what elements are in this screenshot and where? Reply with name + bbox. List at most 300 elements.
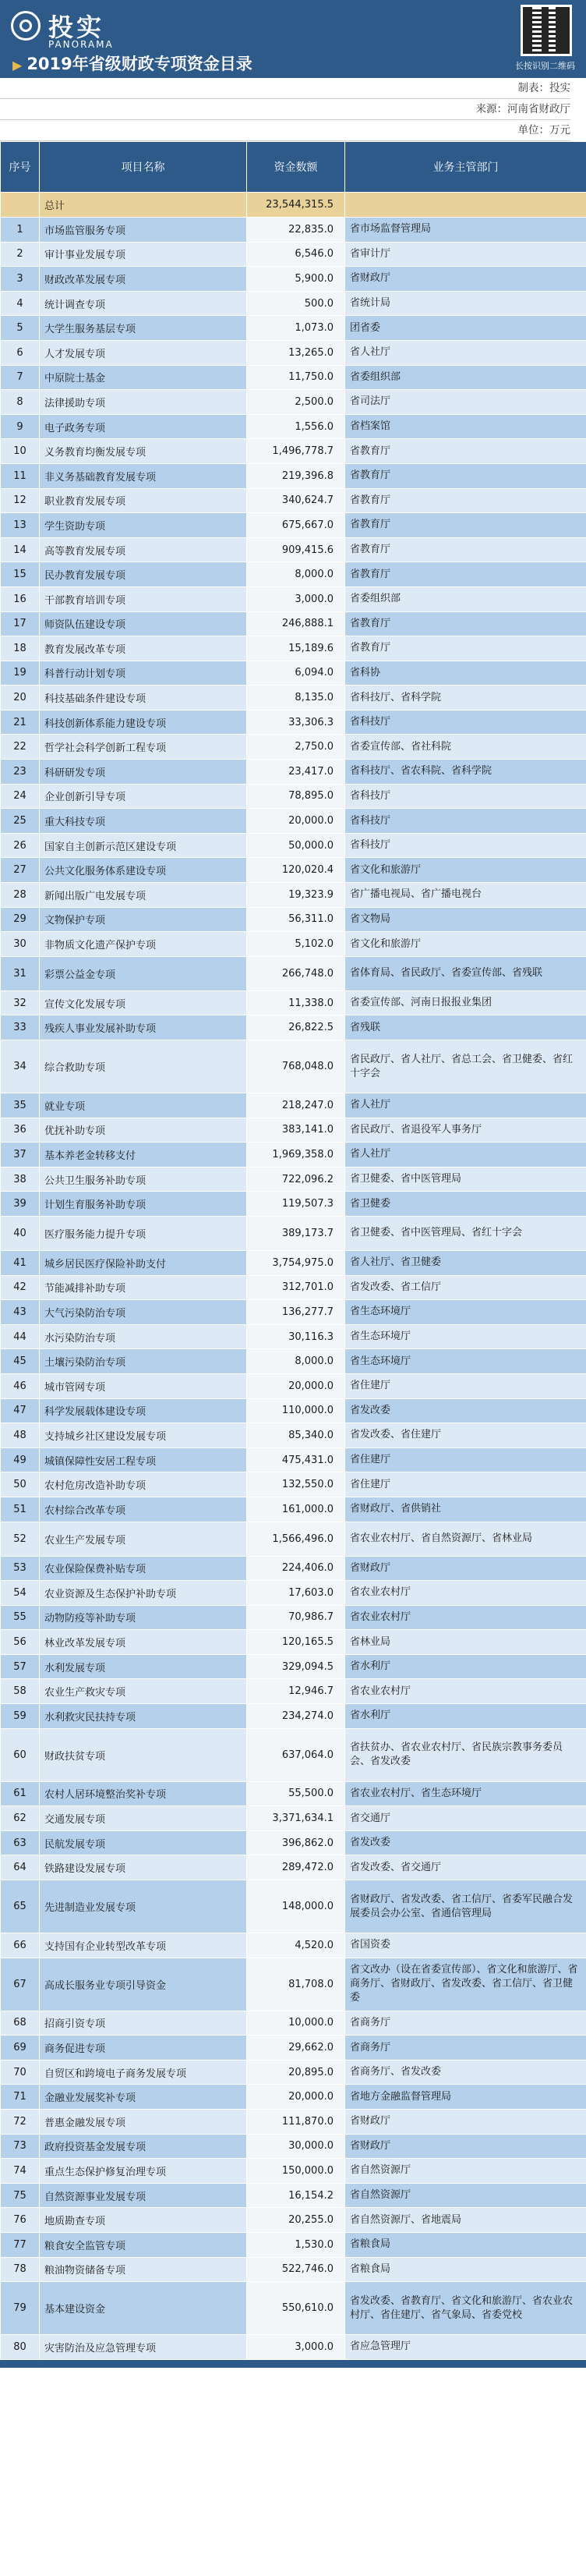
row-dept: 省粮食局 bbox=[345, 2232, 586, 2257]
row-amount: 22,835.0 bbox=[247, 218, 345, 243]
row-no: 32 bbox=[1, 990, 40, 1015]
row-name: 水利救灾民扶持专项 bbox=[40, 1704, 247, 1729]
row-dept: 省住建厅 bbox=[345, 1472, 586, 1497]
row-no: 71 bbox=[1, 2085, 40, 2110]
table-row bbox=[1, 1958, 586, 2011]
table-row bbox=[1, 2085, 586, 2110]
row-dept: 省农业农村厅、省自然资源厅、省林业局 bbox=[345, 1522, 586, 1556]
row-name: 农村人居环境整治奖补专项 bbox=[40, 1781, 247, 1806]
row-dept: 省委宣传部、省社科院 bbox=[345, 735, 586, 760]
row-no: 8 bbox=[1, 390, 40, 415]
table-row bbox=[1, 242, 586, 267]
row-amount: 1,073.0 bbox=[247, 316, 345, 341]
row-dept: 省住建厅 bbox=[345, 1373, 586, 1398]
table-row bbox=[1, 1497, 586, 1522]
table-row bbox=[1, 1324, 586, 1349]
table-row bbox=[1, 932, 586, 957]
qr-code[interactable] bbox=[521, 5, 572, 56]
row-no: 57 bbox=[1, 1654, 40, 1679]
row-amount: 2,500.0 bbox=[247, 390, 345, 415]
row-amount: 218,247.0 bbox=[247, 1093, 345, 1118]
row-name: 粮食安全监管专项 bbox=[40, 2232, 247, 2257]
row-dept: 省教育厅 bbox=[345, 611, 586, 636]
row-amount: 20,000.0 bbox=[247, 1373, 345, 1398]
row-dept: 省财政厅 bbox=[345, 2134, 586, 2159]
table-row bbox=[1, 1192, 586, 1217]
table-row bbox=[1, 1679, 586, 1704]
row-dept: 省粮食局 bbox=[345, 2257, 586, 2282]
row-amount: 1,969,358.0 bbox=[247, 1143, 345, 1168]
table-row bbox=[1, 1275, 586, 1300]
table-row bbox=[1, 1373, 586, 1398]
row-amount: 10,000.0 bbox=[247, 2011, 345, 2036]
table-row bbox=[1, 760, 586, 785]
row-name: 电子政务专项 bbox=[40, 414, 247, 439]
row-name: 非物质文化遗产保护专项 bbox=[40, 932, 247, 957]
row-amount: 383,141.0 bbox=[247, 1118, 345, 1143]
row-no: 13 bbox=[1, 513, 40, 538]
row-no: 14 bbox=[1, 537, 40, 562]
row-dept: 省委宣传部、河南日报报业集团 bbox=[345, 990, 586, 1015]
row-name: 财政改革发展专项 bbox=[40, 267, 247, 292]
table-row bbox=[1, 661, 586, 686]
row-amount: 3,000.0 bbox=[247, 2335, 345, 2360]
row-dept: 省卫健委、省中医管理局、省红十字会 bbox=[345, 1216, 586, 1250]
table-row bbox=[1, 2011, 586, 2036]
row-dept: 省交通厅 bbox=[345, 1806, 586, 1831]
row-dept: 省地方金融监督管理局 bbox=[345, 2085, 586, 2110]
row-no: 74 bbox=[1, 2159, 40, 2184]
row-amount: 30,000.0 bbox=[247, 2134, 345, 2159]
row-name: 支持城乡社区建设发展专项 bbox=[40, 1423, 247, 1448]
row-dept: 省教育厅 bbox=[345, 439, 586, 464]
total-label: 总计 bbox=[40, 193, 247, 218]
table-row bbox=[1, 1728, 586, 1781]
row-amount: 675,667.0 bbox=[247, 513, 345, 538]
row-dept: 省文化和旅游厅 bbox=[345, 858, 586, 883]
row-dept: 省教育厅 bbox=[345, 513, 586, 538]
table-row bbox=[1, 2208, 586, 2233]
row-dept: 省科技厅 bbox=[345, 710, 586, 735]
row-dept: 省教育厅 bbox=[345, 463, 586, 488]
table-row bbox=[1, 833, 586, 858]
row-name: 哲学社会科学创新工程专项 bbox=[40, 735, 247, 760]
row-amount: 500.0 bbox=[247, 291, 345, 316]
row-no: 16 bbox=[1, 586, 40, 611]
row-no: 34 bbox=[1, 1040, 40, 1093]
table-row bbox=[1, 513, 586, 538]
table-row bbox=[1, 1630, 586, 1655]
row-dept: 省科技厅 bbox=[345, 833, 586, 858]
row-name: 支持国有企业转型改革专项 bbox=[40, 1933, 247, 1958]
row-dept: 省科技厅、省科学院 bbox=[345, 686, 586, 710]
row-dept: 省生态环境厅 bbox=[345, 1300, 586, 1325]
row-amount: 722,096.2 bbox=[247, 1167, 345, 1192]
page-title-text: 2019年省级财政专项资金目录 bbox=[26, 55, 252, 73]
row-name: 公共文化服务体系建设专项 bbox=[40, 858, 247, 883]
row-no: 78 bbox=[1, 2257, 40, 2282]
row-no: 21 bbox=[1, 710, 40, 735]
row-no: 11 bbox=[1, 463, 40, 488]
table-row bbox=[1, 907, 586, 932]
table-row bbox=[1, 784, 586, 809]
table-row bbox=[1, 586, 586, 611]
footer-bar bbox=[0, 2360, 586, 2368]
row-dept: 省教育厅 bbox=[345, 537, 586, 562]
row-no: 75 bbox=[1, 2183, 40, 2208]
row-amount: 246,888.1 bbox=[247, 611, 345, 636]
row-dept: 省住建厅 bbox=[345, 1447, 586, 1472]
row-dept: 省科技厅、省农科院、省科学院 bbox=[345, 760, 586, 785]
table-row bbox=[1, 2335, 586, 2360]
row-amount: 224,406.0 bbox=[247, 1556, 345, 1581]
row-dept: 省市场监督管理局 bbox=[345, 218, 586, 243]
table-row bbox=[1, 340, 586, 365]
row-amount: 1,566,496.0 bbox=[247, 1522, 345, 1556]
table-row bbox=[1, 267, 586, 292]
total-amount: 23,544,315.5 bbox=[247, 193, 345, 218]
row-amount: 19,323.9 bbox=[247, 883, 345, 908]
row-dept: 省自然资源厅、省地震局 bbox=[345, 2208, 586, 2233]
row-dept: 省审计厅 bbox=[345, 242, 586, 267]
row-amount: 389,173.7 bbox=[247, 1216, 345, 1250]
table-row bbox=[1, 883, 586, 908]
table-header-row bbox=[1, 142, 586, 193]
row-dept: 省司法厅 bbox=[345, 390, 586, 415]
row-name: 科技创新体系能力建设专项 bbox=[40, 710, 247, 735]
table-row bbox=[1, 488, 586, 513]
row-dept: 省文化和旅游厅 bbox=[345, 932, 586, 957]
row-amount: 396,862.0 bbox=[247, 1830, 345, 1855]
page-title bbox=[12, 51, 252, 75]
row-dept: 省生态环境厅 bbox=[345, 1324, 586, 1349]
table-row bbox=[1, 2232, 586, 2257]
table-row bbox=[1, 858, 586, 883]
row-name: 重点生态保护修复治理专项 bbox=[40, 2159, 247, 2184]
row-name: 铁路建设发展专项 bbox=[40, 1855, 247, 1880]
row-name: 干部教育培训专项 bbox=[40, 586, 247, 611]
row-amount: 768,048.0 bbox=[247, 1040, 345, 1093]
row-name: 水污染防治专项 bbox=[40, 1324, 247, 1349]
table-row bbox=[1, 1015, 586, 1040]
row-dept: 省民政厅、省人社厅、省总工会、省卫健委、省红十字会 bbox=[345, 1040, 586, 1093]
total-row bbox=[1, 193, 586, 218]
row-amount: 8,000.0 bbox=[247, 1349, 345, 1374]
row-amount: 6,094.0 bbox=[247, 661, 345, 686]
row-dept: 省扶贫办、省农业农村厅、省民族宗教事务委员会、省发改委 bbox=[345, 1728, 586, 1781]
row-dept: 省水利厅 bbox=[345, 1654, 586, 1679]
row-name: 基本建设资金 bbox=[40, 2282, 247, 2335]
row-name: 国家自主创新示范区建设专项 bbox=[40, 833, 247, 858]
row-no: 36 bbox=[1, 1118, 40, 1143]
row-dept: 省商务厅、省发改委 bbox=[345, 2060, 586, 2085]
row-name: 市场监管服务专项 bbox=[40, 218, 247, 243]
row-name: 招商引资专项 bbox=[40, 2011, 247, 2036]
row-amount: 1,556.0 bbox=[247, 414, 345, 439]
column-header-no: 序号 bbox=[1, 142, 40, 193]
table-row bbox=[1, 562, 586, 587]
table-row bbox=[1, 1118, 586, 1143]
row-amount: 120,165.5 bbox=[247, 1630, 345, 1655]
row-dept: 省教育厅 bbox=[345, 562, 586, 587]
table-row bbox=[1, 2134, 586, 2159]
table-row bbox=[1, 537, 586, 562]
table-row bbox=[1, 1216, 586, 1250]
row-dept: 省应急管理厅 bbox=[345, 2335, 586, 2360]
row-amount: 20,000.0 bbox=[247, 2085, 345, 2110]
table-row bbox=[1, 1522, 586, 1556]
logo-subtext: PANORAMA bbox=[48, 39, 114, 50]
row-no: 41 bbox=[1, 1250, 40, 1275]
row-no: 49 bbox=[1, 1447, 40, 1472]
row-name: 公共卫生服务补助专项 bbox=[40, 1167, 247, 1192]
row-dept: 省发改委、省工信厅 bbox=[345, 1275, 586, 1300]
row-dept: 省发改委 bbox=[345, 1398, 586, 1423]
row-dept: 省国资委 bbox=[345, 1933, 586, 1958]
table-row bbox=[1, 1880, 586, 1933]
table-row bbox=[1, 463, 586, 488]
row-dept: 省委组织部 bbox=[345, 586, 586, 611]
row-no: 38 bbox=[1, 1167, 40, 1192]
row-amount: 81,708.0 bbox=[247, 1958, 345, 2011]
table-row bbox=[1, 1556, 586, 1581]
row-name: 城乡居民医疗保险补助支付 bbox=[40, 1250, 247, 1275]
table-row bbox=[1, 956, 586, 990]
row-no: 54 bbox=[1, 1581, 40, 1606]
row-name: 学生资助专项 bbox=[40, 513, 247, 538]
row-name: 新闻出版广电发展专项 bbox=[40, 883, 247, 908]
row-amount: 55,500.0 bbox=[247, 1781, 345, 1806]
table-row bbox=[1, 1933, 586, 1958]
row-amount: 329,094.5 bbox=[247, 1654, 345, 1679]
row-amount: 50,000.0 bbox=[247, 833, 345, 858]
table-row bbox=[1, 1830, 586, 1855]
row-dept: 省委组织部 bbox=[345, 365, 586, 390]
row-dept: 省卫健委 bbox=[345, 1192, 586, 1217]
row-dept: 省人社厅 bbox=[345, 1093, 586, 1118]
row-amount: 119,507.3 bbox=[247, 1192, 345, 1217]
row-amount: 33,306.3 bbox=[247, 710, 345, 735]
row-name: 水利发展专项 bbox=[40, 1654, 247, 1679]
row-amount: 4,520.0 bbox=[247, 1933, 345, 1958]
logo-text: 投实 bbox=[48, 12, 105, 42]
row-no: 55 bbox=[1, 1605, 40, 1630]
row-amount: 148,000.0 bbox=[247, 1880, 345, 1933]
row-name: 交通发展专项 bbox=[40, 1806, 247, 1831]
row-amount: 15,189.6 bbox=[247, 636, 345, 661]
row-amount: 161,000.0 bbox=[247, 1497, 345, 1522]
table-row bbox=[1, 1300, 586, 1325]
row-dept: 省农业农村厅 bbox=[345, 1581, 586, 1606]
row-no: 68 bbox=[1, 2011, 40, 2036]
row-amount: 56,311.0 bbox=[247, 907, 345, 932]
row-no: 62 bbox=[1, 1806, 40, 1831]
row-name: 科学发展载体建设专项 bbox=[40, 1398, 247, 1423]
row-no: 48 bbox=[1, 1423, 40, 1448]
column-header-name: 项目名称 bbox=[40, 142, 247, 193]
row-name: 金融业发展奖补专项 bbox=[40, 2085, 247, 2110]
row-dept: 省广播电视局、省广播电视台 bbox=[345, 883, 586, 908]
row-no: 61 bbox=[1, 1781, 40, 1806]
row-name: 非义务基础教育发展专项 bbox=[40, 463, 247, 488]
row-no: 19 bbox=[1, 661, 40, 686]
row-amount: 8,000.0 bbox=[247, 562, 345, 587]
table-row bbox=[1, 2060, 586, 2085]
row-amount: 550,610.0 bbox=[247, 2282, 345, 2335]
row-no: 33 bbox=[1, 1015, 40, 1040]
row-name: 义务教育均衡发展专项 bbox=[40, 439, 247, 464]
row-name: 自然资源事业发展专项 bbox=[40, 2183, 247, 2208]
row-name: 农业资源及生态保护补助专项 bbox=[40, 1581, 247, 1606]
table-row bbox=[1, 1143, 586, 1168]
row-no: 30 bbox=[1, 932, 40, 957]
qr-code-icon bbox=[523, 7, 570, 54]
row-amount: 340,624.7 bbox=[247, 488, 345, 513]
table-row bbox=[1, 1349, 586, 1374]
row-name: 企业创新引导专项 bbox=[40, 784, 247, 809]
row-no: 3 bbox=[1, 267, 40, 292]
table-row bbox=[1, 1472, 586, 1497]
row-dept: 省自然资源厅 bbox=[345, 2159, 586, 2184]
row-dept: 省农业农村厅、省生态环境厅 bbox=[345, 1781, 586, 1806]
row-amount: 30,116.3 bbox=[247, 1324, 345, 1349]
row-name: 教育发展改革专项 bbox=[40, 636, 247, 661]
row-amount: 12,946.7 bbox=[247, 1679, 345, 1704]
row-no: 63 bbox=[1, 1830, 40, 1855]
row-name: 法律援助专项 bbox=[40, 390, 247, 415]
row-amount: 111,870.0 bbox=[247, 2110, 345, 2135]
row-name: 农业生产救灾专项 bbox=[40, 1679, 247, 1704]
row-no: 31 bbox=[1, 956, 40, 990]
row-no: 58 bbox=[1, 1679, 40, 1704]
row-amount: 6,546.0 bbox=[247, 242, 345, 267]
fund-table bbox=[0, 141, 586, 2360]
brand-logo bbox=[11, 8, 143, 55]
row-name: 统计调查专项 bbox=[40, 291, 247, 316]
row-amount: 110,000.0 bbox=[247, 1398, 345, 1423]
row-name: 文物保护专项 bbox=[40, 907, 247, 932]
row-name: 大学生服务基层专项 bbox=[40, 316, 247, 341]
table-row bbox=[1, 316, 586, 341]
row-name: 粮油物资储备专项 bbox=[40, 2257, 247, 2282]
table-row bbox=[1, 1581, 586, 1606]
row-amount: 3,000.0 bbox=[247, 586, 345, 611]
table-row bbox=[1, 809, 586, 834]
row-dept: 省发改委、省交通厅 bbox=[345, 1855, 586, 1880]
row-no: 56 bbox=[1, 1630, 40, 1655]
total-no bbox=[1, 193, 40, 218]
row-no: 17 bbox=[1, 611, 40, 636]
page-header bbox=[0, 0, 586, 78]
row-no: 20 bbox=[1, 686, 40, 710]
table-row bbox=[1, 1040, 586, 1093]
total-dept bbox=[345, 193, 586, 218]
row-dept: 省财政厅 bbox=[345, 1556, 586, 1581]
logo-icon bbox=[11, 11, 41, 41]
row-no: 69 bbox=[1, 2036, 40, 2060]
table-row bbox=[1, 1250, 586, 1275]
table-meta bbox=[0, 78, 586, 141]
row-amount: 266,748.0 bbox=[247, 956, 345, 990]
row-amount: 29,662.0 bbox=[247, 2036, 345, 2060]
row-no: 72 bbox=[1, 2110, 40, 2135]
row-dept: 省科技厅 bbox=[345, 784, 586, 809]
row-name: 重大科技专项 bbox=[40, 809, 247, 834]
table-row bbox=[1, 390, 586, 415]
row-name: 农业保险保费补贴专项 bbox=[40, 1556, 247, 1581]
table-row bbox=[1, 990, 586, 1015]
row-dept: 省教育厅 bbox=[345, 636, 586, 661]
row-dept: 省人社厅 bbox=[345, 340, 586, 365]
row-no: 39 bbox=[1, 1192, 40, 1217]
producer-line: 制表：投实 bbox=[0, 78, 570, 99]
table-row bbox=[1, 365, 586, 390]
row-dept: 省科技厅 bbox=[345, 809, 586, 834]
table-row bbox=[1, 1654, 586, 1679]
row-name: 林业改革发展专项 bbox=[40, 1630, 247, 1655]
row-no: 4 bbox=[1, 291, 40, 316]
row-name: 综合救助专项 bbox=[40, 1040, 247, 1093]
row-no: 40 bbox=[1, 1216, 40, 1250]
row-amount: 20,000.0 bbox=[247, 809, 345, 834]
row-no: 2 bbox=[1, 242, 40, 267]
row-amount: 70,986.7 bbox=[247, 1605, 345, 1630]
row-no: 52 bbox=[1, 1522, 40, 1556]
row-amount: 234,274.0 bbox=[247, 1704, 345, 1729]
row-name: 自贸区和跨境电子商务发展专项 bbox=[40, 2060, 247, 2085]
row-name: 土壤污染防治专项 bbox=[40, 1349, 247, 1374]
row-name: 民办教育发展专项 bbox=[40, 562, 247, 587]
triangle-icon: ▶ bbox=[12, 58, 23, 73]
row-no: 47 bbox=[1, 1398, 40, 1423]
table-row bbox=[1, 1398, 586, 1423]
row-amount: 78,895.0 bbox=[247, 784, 345, 809]
row-amount: 11,750.0 bbox=[247, 365, 345, 390]
row-name: 残疾人事业发展补助专项 bbox=[40, 1015, 247, 1040]
table-row bbox=[1, 291, 586, 316]
row-dept: 省教育厅 bbox=[345, 488, 586, 513]
row-name: 审计事业发展专项 bbox=[40, 242, 247, 267]
row-amount: 312,701.0 bbox=[247, 1275, 345, 1300]
row-dept: 省财政厅 bbox=[345, 267, 586, 292]
row-no: 42 bbox=[1, 1275, 40, 1300]
row-name: 大气污染防治专项 bbox=[40, 1300, 247, 1325]
source-line: 来源：河南省财政厅 bbox=[0, 99, 570, 120]
row-dept: 省林业局 bbox=[345, 1630, 586, 1655]
row-dept: 省民政厅、省退役军人事务厅 bbox=[345, 1118, 586, 1143]
row-no: 18 bbox=[1, 636, 40, 661]
row-no: 44 bbox=[1, 1324, 40, 1349]
table-row bbox=[1, 414, 586, 439]
row-dept: 省自然资源厅 bbox=[345, 2183, 586, 2208]
row-name: 节能减排补助专项 bbox=[40, 1275, 247, 1300]
table-row bbox=[1, 2282, 586, 2335]
row-dept: 省财政厅 bbox=[345, 2110, 586, 2135]
row-dept: 省商务厅 bbox=[345, 2011, 586, 2036]
row-no: 28 bbox=[1, 883, 40, 908]
table-row bbox=[1, 1605, 586, 1630]
row-amount: 85,340.0 bbox=[247, 1423, 345, 1448]
row-no: 65 bbox=[1, 1880, 40, 1933]
table-row bbox=[1, 2159, 586, 2184]
row-amount: 11,338.0 bbox=[247, 990, 345, 1015]
row-amount: 475,431.0 bbox=[247, 1447, 345, 1472]
row-no: 25 bbox=[1, 809, 40, 834]
row-amount: 1,530.0 bbox=[247, 2232, 345, 2257]
row-name: 民航发展专项 bbox=[40, 1830, 247, 1855]
row-dept: 省财政厅、省供销社 bbox=[345, 1497, 586, 1522]
row-name: 医疗服务能力提升专项 bbox=[40, 1216, 247, 1250]
